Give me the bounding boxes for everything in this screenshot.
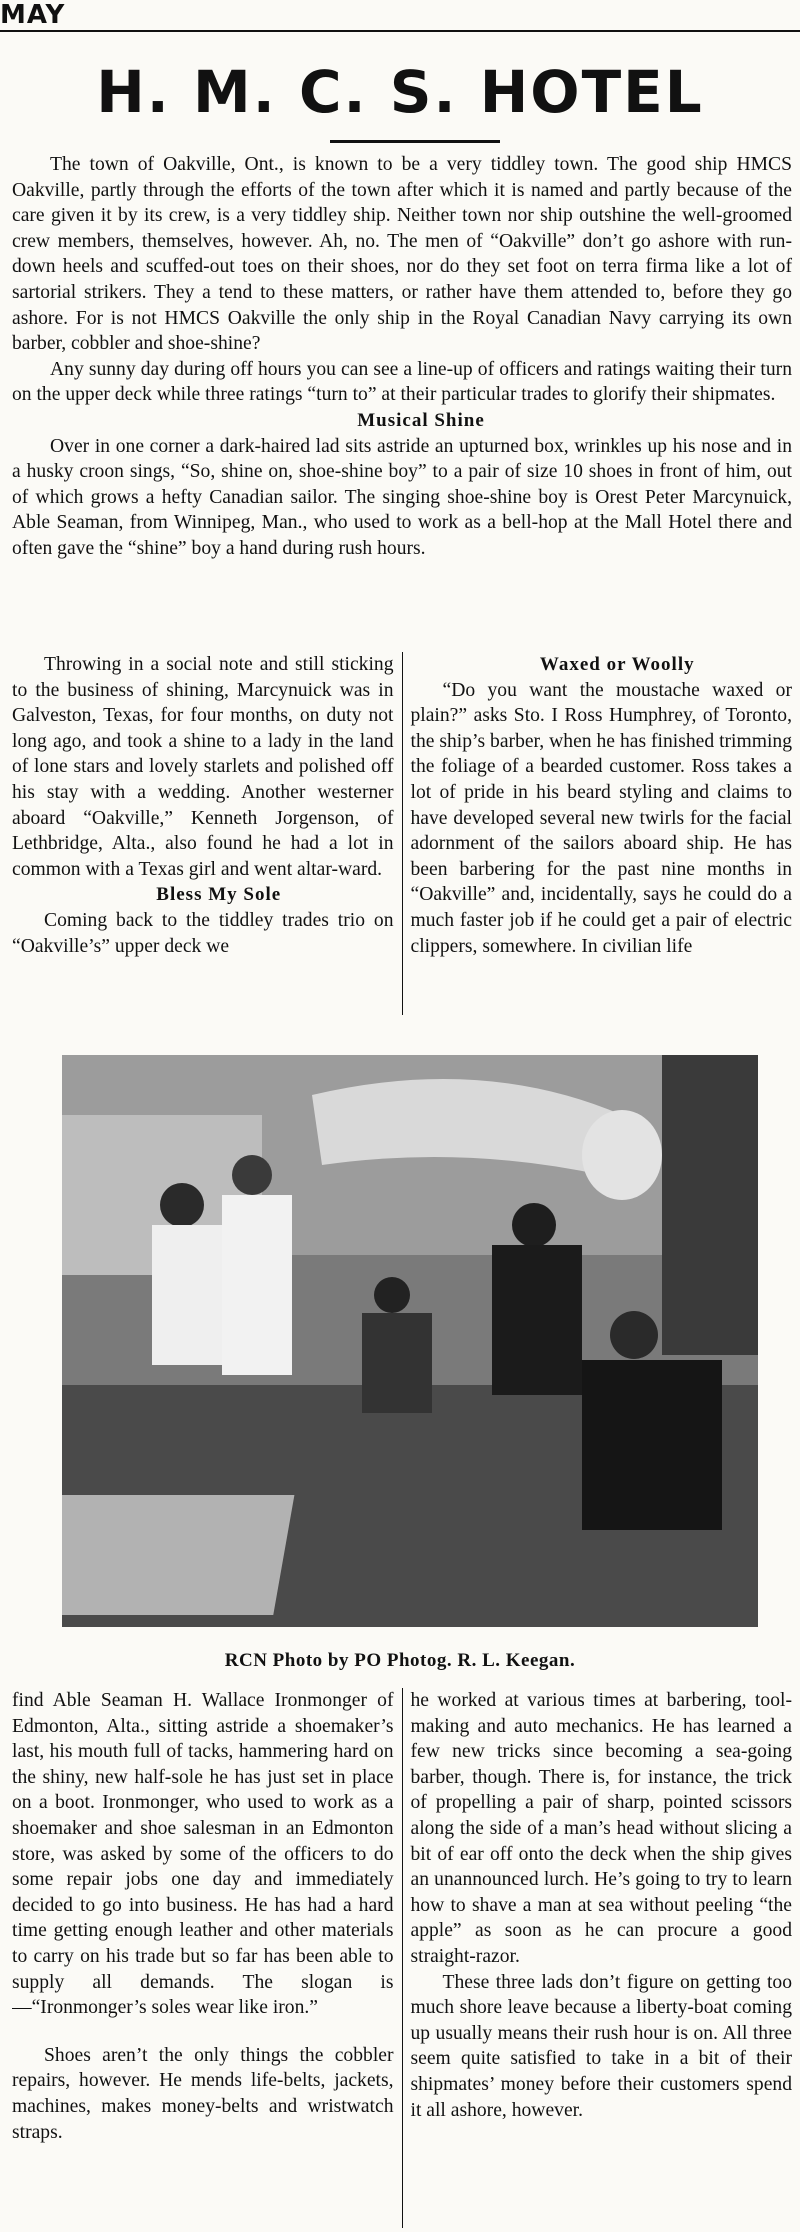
lower-left-paragraph-1: find Able Seaman H. Wallace Ironmonger of Edmonton, Alta., sitting astride a shoemaker’s last, his mouth full of tacks, hammering hard on the shiny, new half-sole he has just set in place on a boot. Ironmonger, who used to work as a shoemaker and shoe salesman in an Edmonton store, was asked by some of the officers to do some repair jobs one day and immediately decided to go into business. He has had a hard time getting enough leather and other materials to carry on his trade but so far has been able to supply all demands. The slogan is—“Ironmonger’s soles wear like iron.” [12,1690,394,2019]
lower-left-paragraph-2: Shoes aren’t the only things the cobbler repairs, however. He mends life-belts, jackets, machines, makes money-belts and wristwatch straps. [12,2044,394,2143]
upper-columns [12,652,792,1015]
upper-right-column [402,652,793,1015]
musical-shine-paragraph: Over in one corner a dark-haired lad sits astride an upturned box, wrinkles up his nose and in a husky croon sings, “So, shine on, shoe-shine boy” to a pair of size 10 shoes in front of him, out of which grows a hefty Canadian sailor. The singing shoe-shine boy is Orest Peter Marcynuick, Able Seaman, from Winnipeg, Man., who used to work as a bell-hop at the Mall Hotel there and often gave the “shine” boy a hand during rush hours. [12,435,792,559]
article-title: H. M. C. S. HOTEL [96,58,704,126]
bless-my-sole-paragraph: Coming back to the tiddley trades trio on “Oakville’s” upper deck we [12,909,394,957]
photo-caption: RCN Photo by PO Photog. R. L. Keegan. [224,1650,576,1671]
photo-illustration [62,1055,758,1627]
lower-right-paragraph-1: he worked at various times at barbering, tool-making and auto mechanics. He has learned a few new tricks since becoming a sea-going barber, though. There is, for instance, the trick of propelling a pair of sharp, pointed scissors along the side of a man’s head without slicing a bit of ear off onto the deck when the ship gives an unannounced lurch. He’s going to try to learn how to shave a man at sea without peeling “the apple” as soon as he can procure a good straight-razor. [410,1690,792,1967]
waxed-or-woolly-paragraph: “Do you want the moustache waxed or plain?” asks Sto. I Ross Humphrey, of Toronto, the ship’s barber, when he has finished trimming the foliage of a bearded customer. Ross takes a lot of pride in his beard styling and claims to have developed several new twirls for the facial adornment of the sailors aboard ship. He has been barbering for the past nine months in “Oakville” and, incidentally, says he could do a much faster job if he could get a pair of electric clippers, somewhere. In civilian life [410,679,792,957]
upper-left-column [12,652,402,1015]
intro-paragraph-2: Any sunny day during off hours you can see a line-up of officers and ratings waiting their turn on the upper deck while three ratings “turn to” at their particular trades to glorify their shipmates. [12,358,792,406]
heading-waxed-or-woolly: Waxed or Woolly [539,654,695,675]
left-column-paragraph: Throwing in a social note and still sticking to the business of shining, Marcynuick was in Galveston, Texas, for four months, on duty not long ago, and took a shine to a lady in the land of lone stars and lovely starlets and polished off his stay with a wedding. Another westerner aboard “Oakville,” Kenneth Jorgenson, of Lethbridge, Alta., also found he had a lot in common with a Texas girl and went altar-ward. [12,654,394,880]
issue-month: MAY [0,0,66,30]
lower-right-paragraph-2: These three lads don’t figure on getting too much shore leave because a liberty-boat coming up usually means their rush hour is on. All three seem quite satisfied to take in a bit of their shipmates’ money before their customers spend it all ashore, however. [410,1971,792,2121]
lower-right-column [402,1688,793,2228]
lower-columns [12,1688,792,2228]
intro-paragraph-1: The town of Oakville, Ont., is known to be a very tiddley town. The good ship HMCS Oakville, partly through the efforts of the town after which it is named and partly because of the care given it by its crew, is a very tiddley ship. Neither town nor ship outshine the well-groomed crew members, themselves, however. Ah, no. The men of “Oakville” don’t go ashore with run-down heels and scuffed-out toes on their shoes, nor do they set foot on terra firma like a lot of sartorial strikers. They a tend to these matters, or rather have them attended to, before they go ashore. For is not HMCS Oakville the only ship in the Royal Canadian Navy carrying its own barber, cobbler and shoe-shine? [12,154,792,355]
title-rule [330,140,500,143]
intro-section [12,152,792,562]
lower-left-column [12,1688,402,2228]
heading-musical-shine: Musical Shine [357,409,485,431]
deck-photo [62,1055,758,1627]
header-rule [0,30,800,32]
heading-bless-my-sole: Bless My Sole [156,884,282,906]
